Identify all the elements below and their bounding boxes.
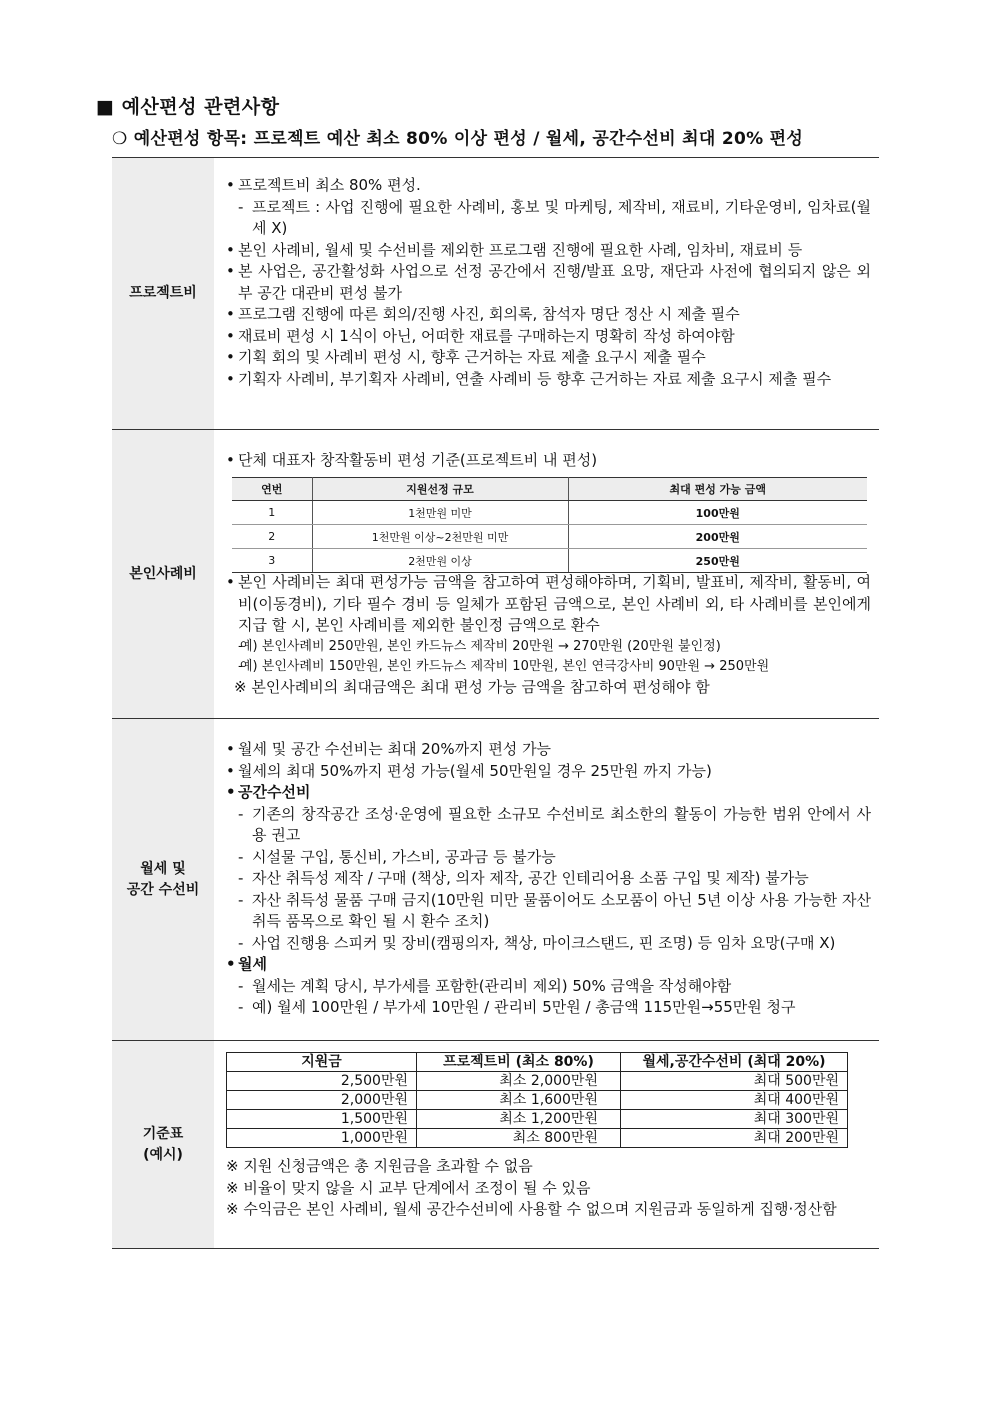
table-cell: 1천만원 미만	[312, 501, 568, 525]
self-fee-table	[232, 477, 867, 573]
table-cell: 200만원	[568, 525, 867, 549]
row-divider	[112, 718, 879, 719]
self-fee-example: - 예) 본인사례비 150만원, 본인 카드뉴스 제작비 10만원, 본인 연극강사비 90만원 → 250만원	[226, 657, 871, 677]
table-cell: 100만원	[568, 501, 867, 525]
label-self-fee-text: 본인사례비	[129, 565, 197, 582]
label-project-text: 프로젝트비	[129, 285, 197, 301]
table-bottom-border	[112, 1248, 879, 1249]
self-fee-content	[226, 572, 871, 698]
table-cell: 최소 800만원	[417, 1129, 621, 1148]
table-cell: 2천만원 이상	[312, 549, 568, 573]
table-cell: 2,000만원	[227, 1091, 417, 1110]
table-header-cell: 지원선정 규모	[312, 478, 568, 501]
self-fee-line: • 본인 사례비는 최대 편성가능 금액을 참고하여 편성해야하며, 기획비, 발표비, 제작비, 활동비, 여비(이동경비), 기타 필수 경비 등 일체가 포함된 금액으로, 본인 사례비 외, 타 사례비를 본인에게 지급 할 시, 본인 사례비를 제외한 불인정 금액으로 환수	[226, 572, 871, 637]
table-cell: 250만원	[568, 549, 867, 573]
standard-note: ※ 지원 신청금액은 총 지원금을 초과할 수 없음	[226, 1157, 533, 1175]
table-row	[227, 1129, 848, 1148]
table-row	[227, 1110, 848, 1129]
section-subheading: ❍ 예산편성 항목: 프로젝트 예산 최소 80% 이상 편성 / 월세, 공간수선비 최대 20% 편성	[112, 129, 804, 149]
label-rent-line: 월세 및	[140, 860, 186, 877]
table-cell: 최대 400만원	[621, 1091, 848, 1110]
table-header-row	[232, 478, 867, 501]
rent-line: - 기존의 창작공간 조성·운영에 필요한 소규모 수선비로 최소한의 활동이 가능한 범위 안에서 사용 권고	[226, 804, 871, 847]
table-row	[232, 525, 867, 549]
table-header-cell: 월세,공간수선비 (최대 20%)	[621, 1053, 848, 1072]
standard-note: ※ 수익금은 본인 사례비, 월세 공간수선비에 사용할 수 없으며 지원금과 동일하게 집행·정산함	[226, 1200, 837, 1218]
project-line: • 프로젝트비 최소 80% 편성.	[226, 175, 871, 197]
table-header-row	[227, 1053, 848, 1072]
table-header-cell: 프로젝트비 (최소 80%)	[417, 1053, 621, 1072]
label-rent	[112, 719, 214, 1040]
label-self-fee	[112, 430, 214, 718]
rent-subheading: • 월세	[226, 954, 871, 976]
label-project	[112, 158, 214, 429]
table-cell: 1	[232, 501, 312, 525]
rent-line: - 시설물 구입, 통신비, 가스비, 공과금 등 불가능	[226, 847, 871, 869]
project-line: - 프로젝트 : 사업 진행에 필요한 사례비, 홍보 및 마케팅, 제작비, 재료비, 기타운영비, 임차료(월세 X)	[226, 197, 871, 240]
project-line: • 기획자 사례비, 부기획자 사례비, 연출 사례비 등 향후 근거하는 자료 제출 요구시 제출 필수	[226, 369, 871, 391]
rent-content	[226, 739, 871, 1019]
rent-line: - 예) 월세 100만원 / 부가세 10만원 / 관리비 5만원 / 총금액 115만원→55만원 청구	[226, 997, 871, 1019]
rent-line: - 자산 취득성 제작 / 구매 (책상, 의자 제작, 공간 인테리어용 소품 구입 및 제작) 불가능	[226, 868, 871, 890]
label-standard	[112, 1041, 214, 1248]
table-row	[227, 1072, 848, 1091]
self-fee-note: ※ 본인사례비의 최대금액은 최대 편성 가능 금액을 참고하여 편성해야 함	[234, 677, 710, 696]
rent-line: - 월세는 계획 당시, 부가세를 포함한(관리비 제외) 50% 금액을 작성해야함	[226, 976, 871, 998]
project-content	[226, 175, 871, 390]
row-divider	[112, 429, 879, 430]
table-header-cell: 연번	[232, 478, 312, 501]
table-cell: 최대 500만원	[621, 1072, 848, 1091]
project-line: • 프로그램 진행에 따른 회의/진행 사진, 회의록, 참석자 명단 정산 시 제출 필수	[226, 304, 871, 326]
table-cell: 1,500만원	[227, 1110, 417, 1129]
table-cell: 최소 1,200만원	[417, 1110, 621, 1129]
table-cell: 2,500만원	[227, 1072, 417, 1091]
standard-notes	[226, 1156, 871, 1221]
table-cell: 최대 200만원	[621, 1129, 848, 1148]
standard-table	[226, 1052, 848, 1148]
table-cell: 3	[232, 549, 312, 573]
table-cell: 2	[232, 525, 312, 549]
table-cell: 최대 300만원	[621, 1110, 848, 1129]
rent-subheading: • 공간수선비	[226, 782, 871, 804]
section-heading: ■ 예산편성 관련사항	[96, 96, 280, 118]
rent-line: - 사업 진행용 스피커 및 장비(캠핑의자, 책상, 마이크스탠드, 핀 조명) 등 임차 요망(구매 X)	[226, 933, 871, 955]
label-standard-line: (예시)	[143, 1146, 183, 1163]
table-row	[227, 1091, 848, 1110]
table-row	[232, 501, 867, 525]
standard-note: ※ 비율이 맞지 않을 시 교부 단계에서 조정이 될 수 있음	[226, 1178, 591, 1197]
project-line: • 기획 회의 및 사례비 편성 시, 향후 근거하는 자료 제출 요구시 제출 필수	[226, 347, 871, 369]
table-cell: 최소 2,000만원	[417, 1072, 621, 1091]
self-fee-intro-line: • 단체 대표자 창작활동비 편성 기준(프로젝트비 내 편성)	[226, 450, 871, 472]
table-cell: 최소 1,600만원	[417, 1091, 621, 1110]
label-standard-line: 기준표	[142, 1125, 184, 1142]
rent-line: • 월세의 최대 50%까지 편성 가능(월세 50만원일 경우 25만원 까지 가능)	[226, 761, 871, 783]
rent-line: - 자산 취득성 물품 구매 금지(10만원 미만 물품이어도 소모품이 아닌 5년 이상 사용 가능한 자산취득 품목으로 확인 될 시 환수 조치)	[226, 890, 871, 933]
self-fee-example: - 예) 본인사례비 250만원, 본인 카드뉴스 제작비 20만원 → 270만원 (20만원 불인정)	[226, 637, 871, 657]
table-top-border	[112, 157, 879, 158]
project-line: • 본 사업은, 공간활성화 사업으로 선정 공간에서 진행/발표 요망, 재단과 사전에 협의되지 않은 외부 공간 대관비 편성 불가	[226, 261, 871, 304]
table-row	[232, 549, 867, 573]
table-header-cell: 최대 편성 가능 금액	[568, 478, 867, 501]
table-cell: 1,000만원	[227, 1129, 417, 1148]
rent-line: • 월세 및 공간 수선비는 최대 20%까지 편성 가능	[226, 739, 871, 761]
table-cell: 1천만원 이상~2천만원 미만	[312, 525, 568, 549]
row-divider	[112, 1040, 879, 1041]
project-line: • 본인 사례비, 월세 및 수선비를 제외한 프로그램 진행에 필요한 사례, 임차비, 재료비 등	[226, 240, 871, 262]
self-fee-intro	[226, 450, 871, 472]
label-rent-line: 공간 수선비	[126, 881, 200, 898]
table-header-cell: 지원금	[227, 1053, 417, 1072]
project-line: • 재료비 편성 시 1식이 아닌, 어떠한 재료를 구매하는지 명확히 작성 하여야함	[226, 326, 871, 348]
